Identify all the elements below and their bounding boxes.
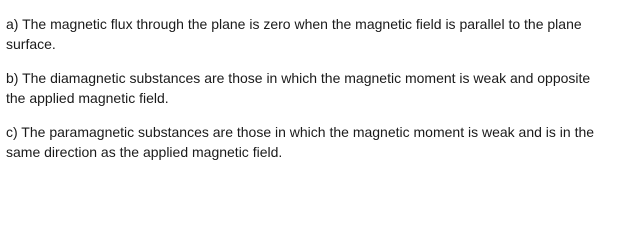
option-b: b) The diamagnetic substances are those in which the magnetic moment is weak and opposite the applied magnetic field. bbox=[6, 70, 591, 106]
option-a: a) The magnetic flux through the plane is zero when the magnetic field is parallel to the plane surface. bbox=[6, 16, 582, 52]
option-c: c) The paramagnetic substances are those in which the magnetic moment is weak and is in the same direction as the applied magnetic field. bbox=[6, 124, 595, 160]
answer-options bbox=[6, 14, 596, 162]
